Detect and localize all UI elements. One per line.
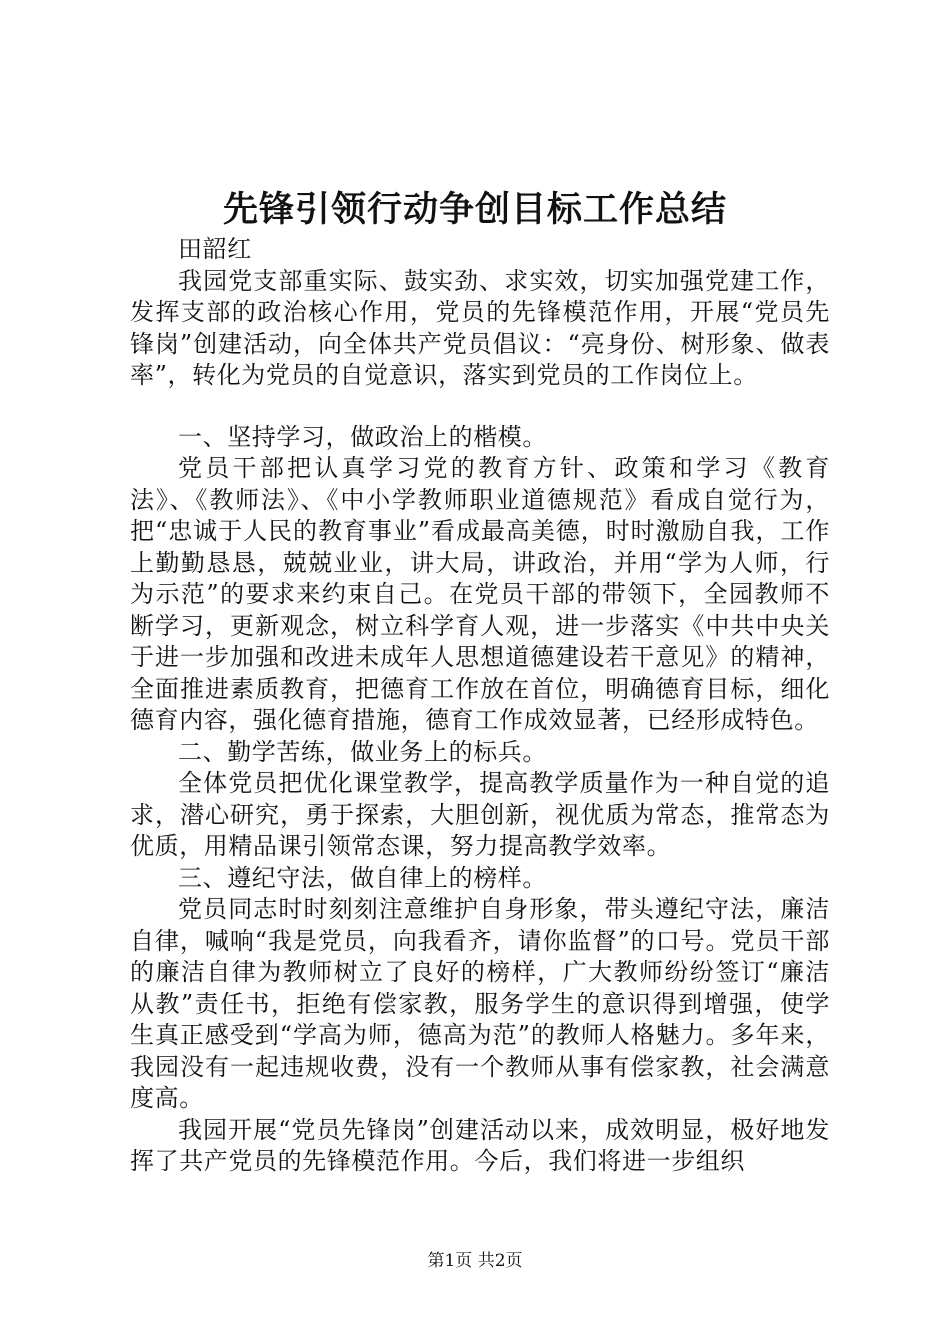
author-name: 田韶红	[178, 235, 252, 263]
section-2-heading: 二、勤学苦练，做业务上的标兵。	[178, 737, 547, 766]
section-3-heading: 三、遵纪守法，做自律上的榜样。	[178, 863, 547, 892]
section-1-heading: 一、坚持学习，做政治上的楷模。	[178, 422, 547, 451]
document-title: 先锋引领行动争创目标工作总结	[222, 189, 727, 230]
section-1-paragraph: 党员干部把认真学习党的教育方针、政策和学习《教育法》、《教师法》、《中小学教师职业道德规范》看成自觉行为，把“忠诚于人民的教育事业”看成最高美德，时时激励自我，工作上勤勤恳恳，兢兢业业，讲大局，讲政治，并用“学为人师，行为示范”的要求来约束自己。在党员干部的带领下，全园教师不断学习，更新观念，树立科学育人观，进一步落实《中共中央关于进一步加强和改进未成年人思想道德建设若干意见》的精神，全面推进素质教育，把德育工作放在首位，明确德育目标，细化德育内容，强化德育措施，德育工作成效显著，已经形成特色。	[130, 454, 830, 734]
page-footer: 第1页 共2页	[427, 1251, 523, 1271]
section-3-paragraph: 党员同志时时刻刻注意维护自身形象，带头遵纪守法，廉洁自律，喊响“我是党员，向我看齐，请你监督”的口号。党员干部的廉洁自律为教师树立了良好的榜样，广大教师纷纷签订“廉洁从教”责任书，拒绝有偿家教，服务学生的意识得到增强，使学生真正感受到“学高为师，德高为范”的教师人格魅力。多年来，我园没有一起违规收费，没有一个教师从事有偿家教，社会满意度高。	[130, 895, 830, 1112]
document-body	[130, 234, 830, 1178]
closing-paragraph: 我园开展“党员先锋岗”创建活动以来，成效明显，极好地发挥了共产党员的先锋模范作用。今后，我们将进一步组织	[130, 1115, 830, 1175]
intro-paragraph: 我园党支部重实际、鼓实劲、求实效，切实加强党建工作，发挥支部的政治核心作用，党员的先锋模范作用，开展“党员先锋岗”创建活动，向全体共产党员倡议：“亮身份、树形象、做表率”，转化为党员的自觉意识，落实到党员的工作岗位上。	[130, 266, 830, 389]
paragraph-gap	[130, 392, 830, 422]
section-2-paragraph: 全体党员把优化课堂教学，提高教学质量作为一种自觉的追求，潜心研究，勇于探索，大胆创新，视优质为常态，推常态为优质，用精品课引领常态课，努力提高教学效率。	[130, 769, 830, 860]
